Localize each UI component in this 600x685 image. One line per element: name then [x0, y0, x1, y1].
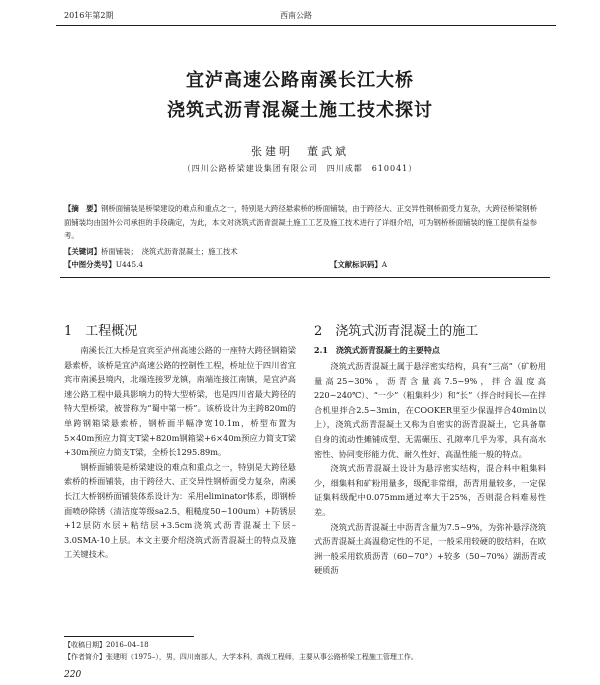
clc-value: U445.4: [115, 260, 144, 269]
abstract-text: 钢桥面铺装是桥梁建设的难点和重点之一，特别是大跨径悬索桥的桥面铺装，由于跨径大、正交异性钢桥面受力复杂，大跨径桥梁钢桥面铺装均由国外公司承担的手段确定，为此，本文对浇筑式沥青混凝土施工工艺及施工技术进行了详细介绍，可为钢桥桥面铺装的施工提供有益参考。: [64, 204, 538, 240]
subsection-2-1-heading: 2.1 浇筑式沥青混凝土的主要特点: [314, 345, 440, 355]
section-2-paragraph-1: 浇筑式沥青混凝土属于悬浮密实结构，具有“三高”（矿粉用量高25~30%，沥青含量高7.5~9%，拌合温度高220~240℃）、“一少”（粗集料少）和“长”（拌合时间长—在拌合机里拌合2.5~3min，在COOKER里至少保温拌合40min以上），浇筑式沥青混凝土又称为自密实的沥青混凝土，它具备靠自身的流动性摊铺成型、无需碾压、孔隙率几乎为零，具有高水密性、协同变形能力优、耐久性好、高温性能一般的特点。: [314, 361, 546, 459]
keywords-label: 【关键词】: [64, 247, 101, 256]
keywords-text: 桥面铺装； 浇筑式沥青混凝土；施工技术: [100, 247, 238, 256]
doc-code: [330, 259, 387, 270]
abstract-rule: [60, 277, 550, 278]
journal-name: 西南公路: [280, 11, 312, 20]
section-2-paragraph-2: 浇筑式沥青混凝土设计为悬浮密实结构，混合料中粗集料少，细集料和矿粉用量多，级配非常细，沥青用量较多，一定保证集料级配中0.075mm通过率大于25%，否则混合料难易性差。: [314, 463, 546, 517]
title-line-1: 宜泸高速公路南溪长江大桥: [186, 70, 414, 91]
title-line-2: 浇筑式沥青混凝土施工技术探讨: [167, 100, 433, 121]
footnote-rule: [64, 636, 194, 637]
header-rule: [56, 25, 556, 26]
abstract-label: 【摘 要】: [64, 204, 101, 213]
page-number: 220: [64, 670, 82, 680]
doc-code-label: 【文献标识码】: [330, 260, 382, 269]
keywords: [64, 245, 538, 259]
affiliation: （四川公路桥梁建设集团有限公司 四川成都 610041）: [182, 164, 418, 173]
doc-code-value: A: [381, 260, 388, 269]
section-1-paragraph-1: 南溪长江大桥是宜宾至泸州高速公路的一座特大跨径钢箱梁悬索桥，该桥是宜泸高速公路的控制性工程，桥址位于四川省宜宾市南溪县境内，北端连接罗龙镇，南端连接江南镇，是宜泸高速公路工程中最具影响力的特大型桥梁，也是四川省最大跨径的特大型桥梁，被誉称为“蜀中第一桥”。该桥设计为主跨820m的单跨钢箱梁悬索桥，钢桥面半幅净宽10.1m，桥型布置为5×40m预应力简支T梁+820m钢箱梁+6×40m预应力简支T梁+30m预应力简支T梁，全桥长1295.89m。: [64, 345, 296, 458]
section-1-heading: 1 工程概况: [64, 324, 138, 339]
clc-label: 【中图分类号】: [64, 260, 116, 269]
section-1-body: [64, 343, 296, 562]
section-1-paragraph-2: 钢桥面铺装是桥梁建设的难点和重点之一，特别是大跨径悬索桥的桥面铺装，由于跨径大、正交异性钢桥面受力复杂，南溪长江大桥钢桥面铺装体系设计为：采用eliminator体系，即钢桥面喷砂除锈（清洁度等级sa2.5、粗糙度50~100um）+防锈层+12层防水层+粘结层+3.5cm浇筑式沥青混凝土下层–3.0SMA-10上层。本文主要介绍浇筑式沥青混凝土的特点及施工关键技术。: [64, 461, 296, 560]
section-2-body: [314, 359, 546, 578]
section-2-paragraph-3: 浇筑式沥青混凝土中沥青含量为7.5~9%，为弥补悬浮浇筑式沥青混凝土高温稳定性的不足，一般采用较硬的胶结料，在欧洲一般采用软质沥青（60~70°）+较多（50~70%）湖沥青或硬质沥: [314, 521, 546, 576]
received-date: 【收稿日期】2016–04–18: [64, 641, 149, 649]
author-info: 【作者简介】张建明（1975–），男，四川南部人，大学本科，高级工程师，主要从事公路桥梁工程施工管理工作。: [64, 653, 418, 661]
clc: [64, 259, 143, 270]
abstract: [64, 202, 538, 243]
authors: 张建明 董武斌: [251, 145, 349, 158]
section-2-heading: 2 浇筑式沥青混凝土的施工: [314, 324, 479, 339]
issue-label: 2016年第2期: [64, 11, 114, 20]
